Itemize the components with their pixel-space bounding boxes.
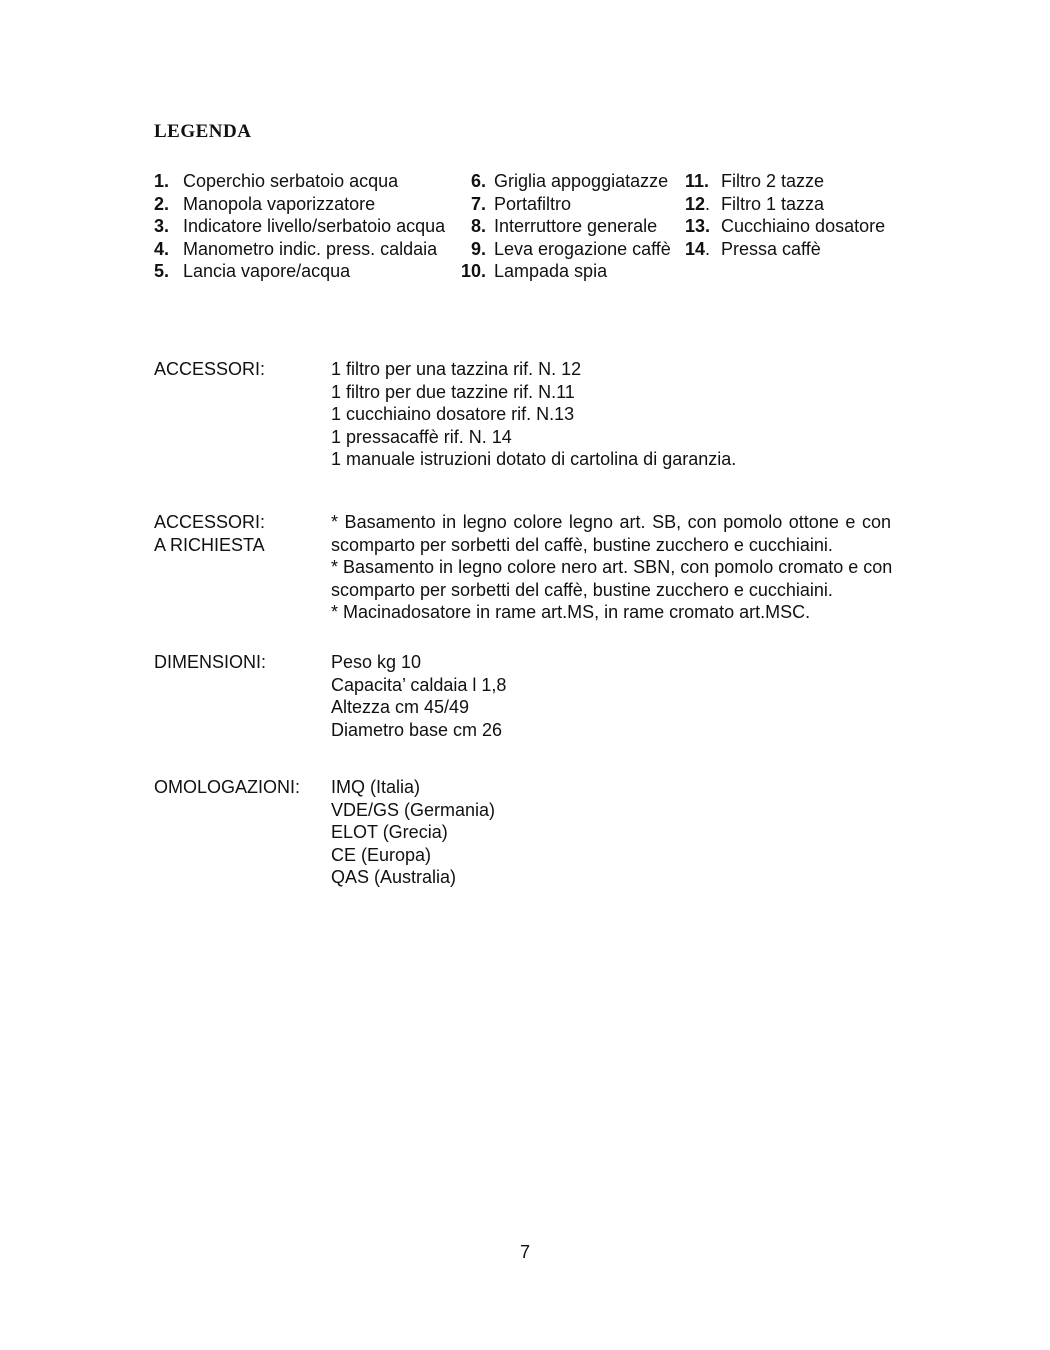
legend-item-number: 3. xyxy=(154,216,170,236)
section-label: OMOLOGAZIONI: xyxy=(154,777,301,797)
legend-item-text: Lancia vapore/acqua xyxy=(183,261,351,281)
legend-item-number: 8. xyxy=(470,216,486,236)
legend-item-text: Manometro indic. press. caldaia xyxy=(183,238,438,259)
legend-column-3 xyxy=(685,170,885,260)
section-line: Peso kg 10 xyxy=(331,652,422,672)
section-line: * Macinadosatore in rame art.MS, in rame cromato art.MSC. xyxy=(331,602,811,622)
legend-item xyxy=(154,215,445,238)
legend-item-number-value: 14 xyxy=(685,238,706,259)
legend-item xyxy=(154,193,445,216)
section-line: Diametro base cm 26 xyxy=(331,719,503,740)
legend-item xyxy=(458,238,671,261)
legend-item-text: Cucchiaino dosatore xyxy=(721,216,886,236)
section-line: IMQ (Italia) xyxy=(331,777,421,797)
legend-item-number-suffix: . xyxy=(705,193,711,214)
legend-item-text: Interruttore generale xyxy=(494,216,658,236)
legend-item-text: Indicatore livello/serbatoio acqua xyxy=(183,216,446,236)
section-line: 1 cucchiaino dosatore rif. N.13 xyxy=(331,404,575,424)
legend-item-number: 13. xyxy=(685,216,711,236)
legend-item xyxy=(458,260,671,283)
section-content xyxy=(331,358,891,471)
legend-item xyxy=(154,238,445,261)
legend-item xyxy=(685,170,885,193)
legend-item-number xyxy=(685,193,711,216)
legend-item xyxy=(458,193,671,216)
section-line: scomparto per sorbetti del caffè, bustine zucchero e cucchiaini. xyxy=(331,534,833,555)
section-label-line: A RICHIESTA xyxy=(154,534,265,555)
legend-item xyxy=(685,238,885,261)
section-line: 1 filtro per due tazzine rif. N.11 xyxy=(331,381,575,402)
section-line: * Basamento in legno colore nero art. SBN, con pomolo cromato e con xyxy=(331,557,893,577)
legend-item-number: 4. xyxy=(154,238,170,259)
legend-item-number: 7. xyxy=(470,193,486,214)
page-number: 7 xyxy=(519,1242,530,1262)
legend-item-text: Leva erogazione caffè xyxy=(494,238,671,259)
section-line: QAS (Australia) xyxy=(331,867,457,887)
legend-item-number: 9. xyxy=(470,238,486,259)
section-line: 1 filtro per una tazzina rif. N. 12 xyxy=(331,359,582,379)
legend-column-2 xyxy=(458,170,671,283)
section-line: Altezza cm 45/49 xyxy=(331,697,470,717)
section-content xyxy=(331,651,891,741)
legend-item-text: Manopola vaporizzatore xyxy=(183,193,376,214)
section-line: VDE/GS (Germania) xyxy=(331,799,496,820)
section-line: scomparto per sorbetti del caffè, bustine zucchero e cucchiaini. xyxy=(331,579,833,600)
legend-column-1 xyxy=(154,170,445,283)
legend-item-text: Lampada spia xyxy=(494,261,608,281)
legend-item xyxy=(685,215,885,238)
section-label-line: ACCESSORI: xyxy=(154,512,266,532)
legend-item xyxy=(458,170,671,193)
legend-item-text: Pressa caffè xyxy=(721,238,821,259)
legend-item xyxy=(685,193,885,216)
legend-item-text: Coperchio serbatoio acqua xyxy=(183,171,399,191)
section-label: DIMENSIONI: xyxy=(154,652,267,672)
legend-item-text: Filtro 2 tazze xyxy=(721,171,825,191)
legend-item-number: 2. xyxy=(154,193,170,214)
legend-title: LEGENDA xyxy=(154,121,252,142)
legend-item-number-value: 12 xyxy=(685,193,706,214)
section-line: 1 pressacaffè rif. N. 14 xyxy=(331,426,512,447)
legend-item-number: 6. xyxy=(470,171,486,191)
legend-item-text: Portafiltro xyxy=(494,193,572,214)
legend-item-number: 10. xyxy=(460,261,486,281)
section-line: * Basamento in legno colore legno art. SB, con pomolo ottone e con xyxy=(331,512,891,532)
legend-item xyxy=(154,170,445,193)
section-line: CE (Europa) xyxy=(331,844,432,865)
section-label xyxy=(154,511,324,556)
legend-item-text: Griglia appoggiatazze xyxy=(494,171,669,191)
section-line: 1 manuale istruzioni dotato di cartolina di garanzia. xyxy=(331,449,737,469)
section-label: ACCESSORI: xyxy=(154,359,266,379)
section-content xyxy=(331,776,891,889)
legend-item-number: 11. xyxy=(685,171,710,191)
section-content xyxy=(331,511,891,624)
legend-item xyxy=(458,215,671,238)
section-line: ELOT (Grecia) xyxy=(331,822,448,842)
legend-item-number-suffix: . xyxy=(705,238,711,259)
legend-item xyxy=(154,260,445,283)
legend-item-number: 5. xyxy=(154,261,170,281)
legend-item-text: Filtro 1 tazza xyxy=(721,193,825,214)
legend-item-number xyxy=(685,238,711,261)
section-line: Capacita’ caldaia l 1,8 xyxy=(331,674,507,695)
legend-item-number: 1. xyxy=(154,171,170,191)
